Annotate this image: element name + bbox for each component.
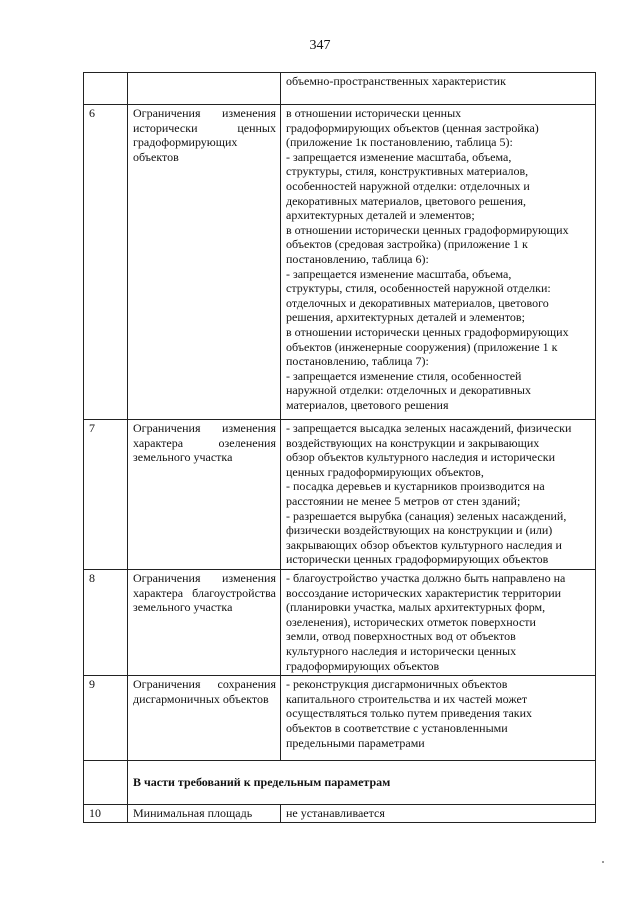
- section-row: [84, 761, 596, 805]
- table-row: [84, 105, 596, 420]
- restriction-content: [281, 105, 596, 420]
- content-line: постановлению, таблица 6):: [286, 251, 429, 266]
- content-line: расстоянии не менее 5 метров от стен зданий;: [286, 493, 521, 508]
- content-line: культурного наследия и исторически ценных: [286, 643, 517, 658]
- content-line: земли, отвод поверхностных вод от объектов: [286, 629, 516, 644]
- content-line: физически воздействующих на конструкции и (или): [286, 523, 553, 538]
- content-line: - посадка деревьев и кустарников производится на: [286, 479, 545, 494]
- restriction-content: не устанавливается: [281, 804, 596, 823]
- content-line: осуществляться только путем приведения таких: [286, 706, 533, 721]
- content-line: архитектурных деталей и элементов;: [286, 208, 475, 223]
- restriction-content: [281, 570, 596, 676]
- content-line: структуры, стиля, конструктивных материалов,: [286, 164, 529, 179]
- content-line: объектов (средовая застройка) (приложение 1 к: [286, 237, 528, 252]
- content-line: декоративных материалов, цветового решения,: [286, 193, 526, 208]
- restriction-content: [281, 420, 596, 570]
- table-row: [84, 73, 596, 105]
- content-line: (планировки участка, малых архитектурных форм,: [286, 600, 546, 615]
- content-line: воздействующих на конструкции и закрывающих: [286, 435, 540, 450]
- content-line: в отношении исторически ценных градоформирующих: [286, 324, 569, 339]
- content-line: - разрешается вырубка (санация) зеленых насаждений,: [286, 508, 567, 523]
- table-row: [84, 420, 596, 570]
- table-row: [84, 570, 596, 676]
- row-number: [84, 73, 128, 105]
- restriction-content: [281, 73, 596, 105]
- row-number: [84, 761, 128, 805]
- restriction-name: Ограничения сохранения дисгармоничных объектов: [128, 676, 281, 761]
- content-line: градоформирующих объектов (ценная застройка): [286, 120, 539, 135]
- content-line: решения, архитектурных деталей и элементов;: [286, 310, 525, 325]
- section-title: В части требований к предельным параметрам: [128, 761, 596, 805]
- content-line: - запрещается изменение масштаба, объема,: [286, 149, 512, 164]
- content-line: закрывающих обзор объектов культурного наследия и: [286, 537, 562, 552]
- row-number: 10: [84, 804, 128, 823]
- content-line: воссоздание исторических характеристик территории: [286, 585, 562, 600]
- content-line: объектов (инженерные сооружения) (приложение 1 к: [286, 339, 558, 354]
- content-line: - благоустройство участка должно быть направлено на: [286, 571, 566, 585]
- content-line: ценных градоформирующих объектов,: [286, 464, 484, 479]
- table-row: [84, 804, 596, 823]
- content-line: особенностей наружной отделки: отделочных и: [286, 178, 530, 193]
- content-line: объектов в соответствие с установленными: [286, 720, 508, 735]
- content-line: обзор объектов культурного наследия и исторически: [286, 450, 555, 465]
- content-line: - запрещается высадка зеленых насаждений, физически: [286, 421, 572, 435]
- content-line: градоформирующих объектов: [286, 658, 440, 673]
- content-line: предельными параметрами: [286, 735, 425, 750]
- content-line: (приложение 1к постановлению, таблица 5):: [286, 135, 513, 150]
- regulations-table: [83, 72, 596, 823]
- content-line: материалов, цветового решения: [286, 397, 449, 412]
- row-number: 6: [84, 105, 128, 420]
- content-line: структуры, стиля, особенностей наружной отделки:: [286, 281, 551, 296]
- row-number: 9: [84, 676, 128, 761]
- content-line: озеленения), исторических отметок поверхности: [286, 614, 536, 629]
- row-number: 8: [84, 570, 128, 676]
- content-line: в отношении исторически ценных: [286, 106, 462, 120]
- content-line: - запрещается изменение стиля, особенностей: [286, 368, 522, 383]
- row-number: 7: [84, 420, 128, 570]
- restriction-content: [281, 676, 596, 761]
- restriction-name: Ограничения изменения характера озеленения земельного участка: [128, 420, 281, 570]
- restriction-name: Ограничения изменения характера благоустройства земельного участка: [128, 570, 281, 676]
- content-line: постановлению, таблица 7):: [286, 354, 429, 369]
- restriction-name: Ограничения изменения исторически ценных градоформирующих объектов: [128, 105, 281, 420]
- content-line: - запрещается изменение масштаба, объема,: [286, 266, 512, 281]
- table-row: [84, 676, 596, 761]
- page-number: 347: [309, 38, 331, 53]
- content-line: - реконструкция дисгармоничных объектов: [286, 677, 508, 692]
- content-line: в отношении исторически ценных градоформирующих: [286, 222, 569, 237]
- content-line: объемно-пространственных характеристик: [286, 74, 506, 88]
- content-line: отделочных и декоративных материалов, цветового: [286, 295, 549, 310]
- content-line: капитального строительства и их частей может: [286, 691, 528, 706]
- restriction-name: [128, 73, 281, 105]
- content-line: наружной отделки: отделочных и декоративных: [286, 383, 531, 398]
- content-line: исторически ценных градоформирующих объектов: [286, 552, 549, 567]
- scan-speck: [602, 861, 604, 863]
- restriction-name: Минимальная площадь: [128, 804, 281, 823]
